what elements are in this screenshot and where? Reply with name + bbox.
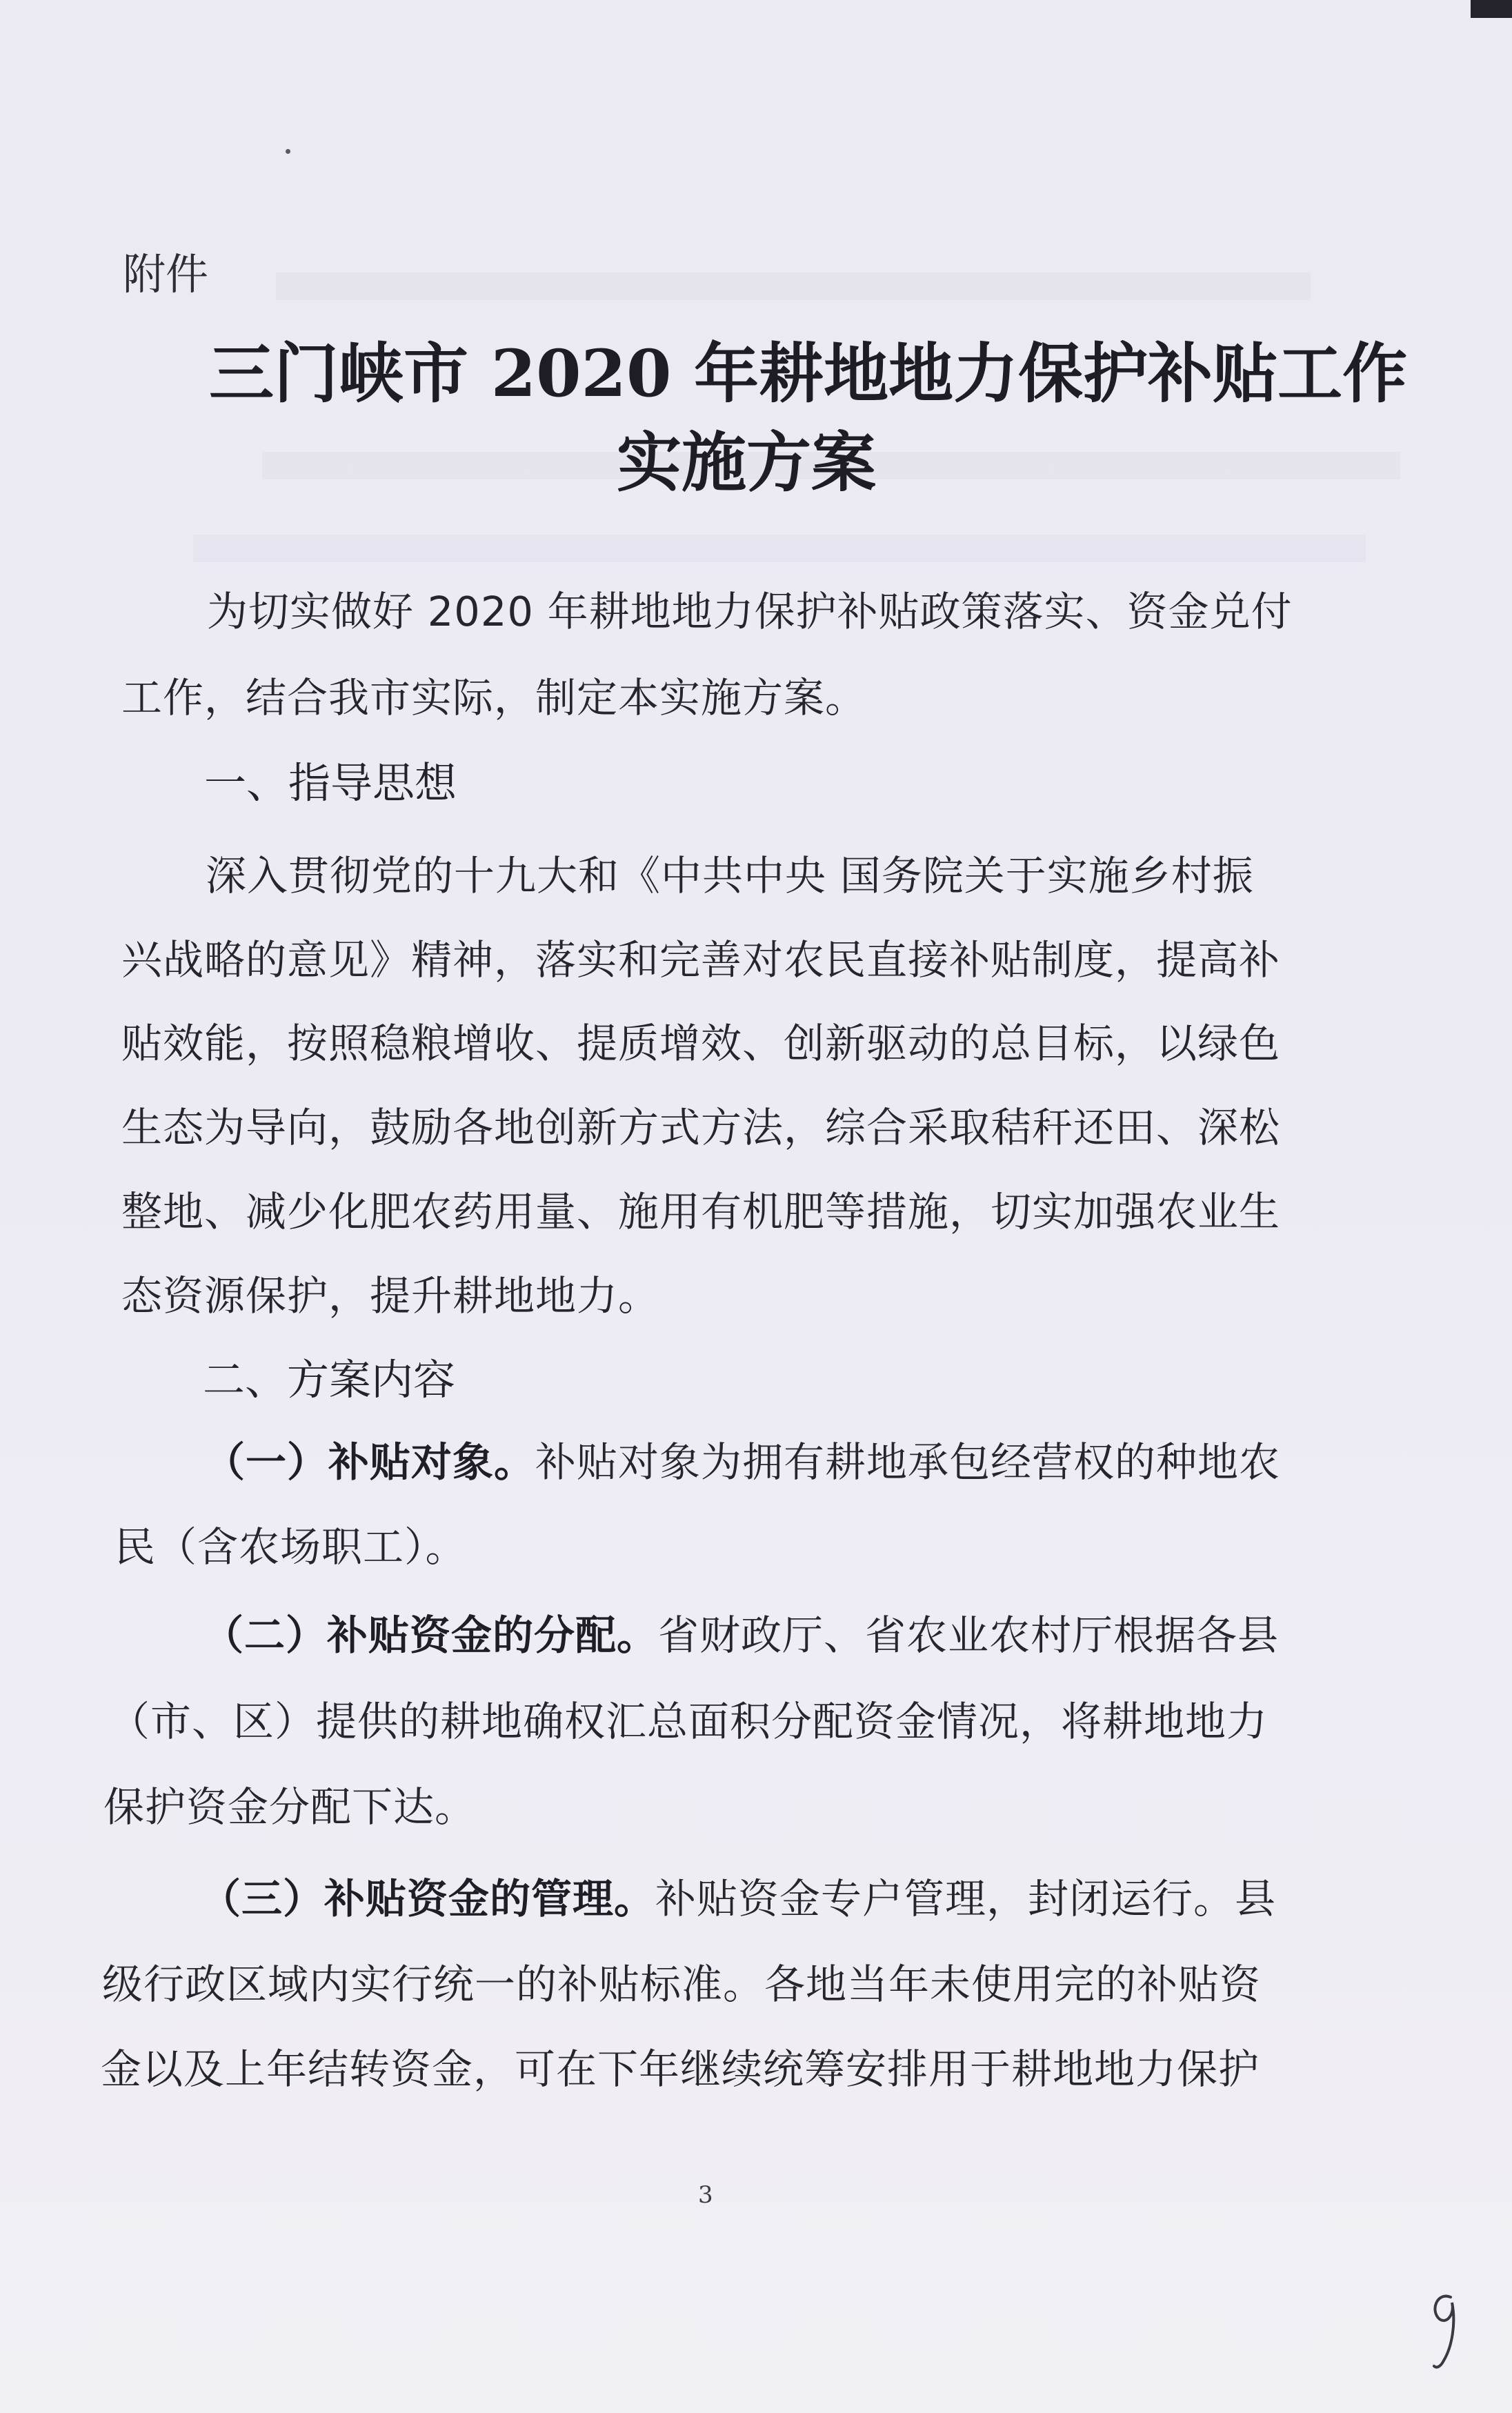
item-2-lead: （二）补贴资金的分配。 bbox=[203, 1611, 659, 1659]
item-2-line-3: 保护资金分配下达。 bbox=[103, 1783, 477, 1831]
item-3-lead: （三）补贴资金的管理。 bbox=[200, 1875, 656, 1923]
bleed-through-mark bbox=[276, 272, 1311, 300]
item-3-first-line bbox=[200, 1875, 1277, 1923]
section-1-line-3: 贴效能，按照稳粮增收、提质增效、创新驱动的总目标，以绿色 bbox=[121, 1020, 1281, 1067]
scan-corner-mark bbox=[1471, 0, 1512, 18]
bleed-through-mark bbox=[193, 535, 1366, 562]
page-number: 3 bbox=[698, 2181, 713, 2209]
section-1-line-2: 兴战略的意见》精神，落实和完善对农民直接补贴制度，提高补 bbox=[121, 936, 1281, 984]
item-1-line-2: 民（含农场职工）。 bbox=[115, 1523, 467, 1571]
section-1-line-5: 整地、减少化肥农药用量、施用有机肥等措施，切实加强农业生 bbox=[121, 1188, 1281, 1235]
handwritten-mark bbox=[1424, 2283, 1466, 2373]
section-1-line-1: 深入贯彻党的十九大和《中共中央 国务院关于实施乡村振 bbox=[206, 852, 1254, 900]
intro-line-1: 为切实做好 2020 年耕地地力保护补贴政策落实、资金兑付 bbox=[207, 588, 1293, 635]
item-1-lead: （一）补贴对象。 bbox=[204, 1438, 536, 1486]
item-3-first-line-text: 补贴资金专户管理，封闭运行。县 bbox=[655, 1875, 1277, 1923]
item-1-first-line-text: 补贴对象为拥有耕地承包经营权的种地农 bbox=[535, 1438, 1281, 1486]
item-3-line-3: 金以及上年结转资金，可在下年继续统筹安排用于耕地地力保护 bbox=[101, 2045, 1260, 2093]
section-2-heading: 二、方案内容 bbox=[203, 1356, 456, 1404]
document-title-line-2: 实施方案 bbox=[617, 425, 877, 501]
document-title-line-1: 三门峡市 2020 年耕地地力保护补贴工作 bbox=[209, 336, 1408, 412]
item-2-line-2: （市、区）提供的耕地确权汇总面积分配资金情况，将耕地地力 bbox=[109, 1698, 1269, 1745]
section-1-line-4: 生态为导向，鼓励各地创新方式方法，综合采取秸秆还田、深松 bbox=[121, 1104, 1281, 1151]
scan-dot bbox=[286, 149, 290, 154]
item-2-first-line bbox=[203, 1611, 1280, 1659]
item-3-line-2: 级行政区域内实行统一的补贴标准。各地当年未使用完的补贴资 bbox=[102, 1960, 1262, 2008]
item-2-first-line-text: 省财政厅、省农业农村厅根据各县 bbox=[658, 1611, 1280, 1659]
section-1-line-6: 态资源保护，提升耕地地力。 bbox=[121, 1272, 660, 1320]
intro-line-2: 工作，结合我市实际，制定本实施方案。 bbox=[121, 674, 867, 722]
attachment-label: 附件 bbox=[123, 249, 209, 299]
item-1-first-line bbox=[204, 1438, 1281, 1486]
section-1-heading: 一、指导思想 bbox=[204, 759, 457, 808]
